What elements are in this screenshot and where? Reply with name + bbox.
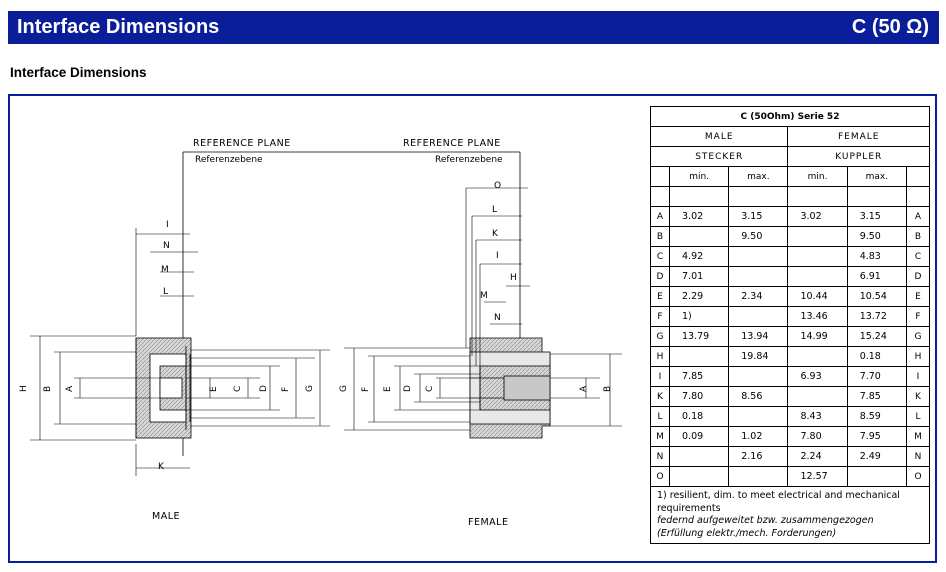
dimension-cell: 19.84 — [729, 347, 788, 367]
dimension-cell: 2.49 — [847, 447, 906, 467]
dimension-cell: 6.91 — [847, 267, 906, 287]
table-title: C (50Ohm) Serie 52 — [651, 107, 930, 127]
table-row — [651, 427, 930, 447]
dimension-cell: 3.15 — [729, 207, 788, 227]
dimension-cell — [847, 467, 906, 487]
dimension-cell: 0.09 — [670, 427, 729, 447]
dimension-cell: 8.59 — [847, 407, 906, 427]
kuppler-header: KUPPLER — [788, 147, 930, 167]
dimension-cell — [729, 367, 788, 387]
dimension-cell: 7.01 — [670, 267, 729, 287]
row-letter-right: K — [907, 387, 930, 407]
row-letter: C — [651, 247, 670, 267]
dimension-cell: 14.99 — [788, 327, 847, 347]
dimension-cell — [670, 467, 729, 487]
footnote-de-1: federnd aufgeweitet bzw. zusammengezogen — [657, 515, 874, 526]
svg-text:O: O — [494, 181, 502, 191]
dimension-cell: 8.43 — [788, 407, 847, 427]
dimension-cell: 2.34 — [729, 287, 788, 307]
row-letter: K — [651, 387, 670, 407]
svg-text:C: C — [233, 385, 243, 392]
svg-text:D: D — [259, 385, 269, 392]
banner-title: Interface Dimensions — [17, 16, 220, 38]
dimension-cell: 15.24 — [847, 327, 906, 347]
dimension-cell: 3.02 — [788, 207, 847, 227]
dimension-cell: 7.85 — [670, 367, 729, 387]
table-row — [651, 467, 930, 487]
row-letter-right: A — [907, 207, 930, 227]
table-row — [651, 307, 930, 327]
male-connector — [136, 338, 191, 438]
table-row — [651, 367, 930, 387]
row-letter: B — [651, 227, 670, 247]
ref-plane-label-1: REFERENCE PLANE — [193, 138, 291, 149]
svg-text:L: L — [492, 205, 498, 215]
dimension-cell — [788, 347, 847, 367]
svg-text:B: B — [43, 385, 53, 392]
dimension-cell: 7.80 — [670, 387, 729, 407]
row-letter: A — [651, 207, 670, 227]
dimension-cell: 1) — [670, 307, 729, 327]
svg-text:K: K — [492, 229, 498, 239]
svg-text:M: M — [161, 265, 169, 275]
dimension-cell: 9.50 — [729, 227, 788, 247]
ref-plane-label-de-1: Referenzebene — [195, 155, 263, 165]
female-caption: FEMALE — [468, 517, 509, 528]
dimension-cell: 12.57 — [788, 467, 847, 487]
banner-connector-type: C (50 Ω) — [851, 16, 929, 38]
dimension-cell: 7.85 — [847, 387, 906, 407]
dimension-cell: 2.16 — [729, 447, 788, 467]
table-row — [651, 267, 930, 287]
row-letter: G — [651, 327, 670, 347]
svg-text:N: N — [494, 313, 501, 323]
female-header: FEMALE — [788, 127, 930, 147]
dimension-table — [650, 106, 930, 544]
dimension-cell: 9.50 — [847, 227, 906, 247]
stecker-header: STECKER — [651, 147, 788, 167]
svg-text:D: D — [403, 385, 413, 392]
svg-text:C: C — [425, 385, 435, 392]
ref-plane-label-de-2: Referenzebene — [435, 155, 503, 165]
table-row — [651, 207, 930, 227]
dimension-cell — [729, 467, 788, 487]
male-max-header: max. — [729, 167, 788, 187]
svg-text:G: G — [339, 385, 349, 392]
row-letter-right: B — [907, 227, 930, 247]
dimension-cell: 13.72 — [847, 307, 906, 327]
dimension-cell: 0.18 — [670, 407, 729, 427]
row-letter-right: N — [907, 447, 930, 467]
table-row — [651, 407, 930, 427]
dimension-cell — [729, 307, 788, 327]
svg-text:N: N — [163, 241, 170, 251]
dimension-cell: 10.44 — [788, 287, 847, 307]
svg-text:G: G — [305, 385, 315, 392]
row-letter-right: C — [907, 247, 930, 267]
dimension-cell: 4.83 — [847, 247, 906, 267]
row-letter: N — [651, 447, 670, 467]
male-min-header: min. — [670, 167, 729, 187]
svg-text:B: B — [603, 385, 613, 392]
dimension-cell — [670, 347, 729, 367]
female-min-header: min. — [788, 167, 847, 187]
dimension-cell: 13.79 — [670, 327, 729, 347]
svg-text:H: H — [510, 273, 517, 283]
dimension-cell — [788, 267, 847, 287]
dimension-cell: 1.02 — [729, 427, 788, 447]
male-caption: MALE — [152, 511, 180, 522]
dimension-cell: 3.15 — [847, 207, 906, 227]
table-row — [651, 447, 930, 467]
row-letter-right: F — [907, 307, 930, 327]
female-max-header: max. — [847, 167, 906, 187]
dimension-cell: 4.92 — [670, 247, 729, 267]
dimension-cell — [729, 267, 788, 287]
table-row — [651, 227, 930, 247]
row-letter: D — [651, 267, 670, 287]
dimension-cell: 2.29 — [670, 287, 729, 307]
dimension-cell — [670, 227, 729, 247]
dimension-cell — [788, 227, 847, 247]
row-letter-right: H — [907, 347, 930, 367]
dimension-cell: 13.94 — [729, 327, 788, 347]
row-letter-right: D — [907, 267, 930, 287]
svg-text:L: L — [163, 287, 169, 297]
footnote-de-2: (Erfüllung elektr./mech. Forderungen) — [657, 527, 837, 539]
dimension-cell: 10.54 — [847, 287, 906, 307]
svg-text:I: I — [496, 251, 499, 261]
dimension-cell: 13.46 — [788, 307, 847, 327]
dimension-cell — [670, 447, 729, 467]
dimension-cell: 0.18 — [847, 347, 906, 367]
svg-text:H: H — [19, 385, 29, 392]
row-letter-right: E — [907, 287, 930, 307]
row-letter: F — [651, 307, 670, 327]
dimension-cell: 7.80 — [788, 427, 847, 447]
dimension-cell: 6.93 — [788, 367, 847, 387]
row-letter: I — [651, 367, 670, 387]
dimension-cell — [729, 247, 788, 267]
footnote-en: 1) resilient, dim. to meet electrical and mechanical requirements — [657, 490, 900, 514]
dimension-cell — [788, 247, 847, 267]
section-title: Interface Dimensions — [10, 65, 147, 80]
svg-text:A: A — [579, 385, 589, 392]
table-row — [651, 287, 930, 307]
title-banner — [8, 11, 939, 44]
row-letter: L — [651, 407, 670, 427]
row-letter: O — [651, 467, 670, 487]
footnote — [651, 487, 930, 544]
table-row — [651, 387, 930, 407]
dimension-cell: 3.02 — [670, 207, 729, 227]
svg-text:M: M — [480, 291, 488, 301]
row-letter-right: M — [907, 427, 930, 447]
dimension-cell — [788, 387, 847, 407]
dimension-cell: 8.56 — [729, 387, 788, 407]
table-row — [651, 327, 930, 347]
svg-text:E: E — [383, 386, 393, 392]
female-connector — [470, 338, 550, 438]
dimension-drawing — [10, 96, 640, 561]
row-letter: M — [651, 427, 670, 447]
table-row — [651, 247, 930, 267]
row-letter: H — [651, 347, 670, 367]
ref-plane-label-2: REFERENCE PLANE — [403, 138, 501, 149]
dimension-cell — [729, 407, 788, 427]
row-letter-right: G — [907, 327, 930, 347]
row-letter: E — [651, 287, 670, 307]
svg-text:I: I — [166, 220, 169, 230]
svg-text:E: E — [209, 386, 219, 392]
svg-text:F: F — [361, 386, 371, 392]
svg-text:F: F — [281, 386, 291, 392]
row-letter-right: L — [907, 407, 930, 427]
dimension-cell: 7.70 — [847, 367, 906, 387]
table-row — [651, 347, 930, 367]
svg-text:A: A — [65, 385, 75, 392]
male-header: MALE — [651, 127, 788, 147]
svg-text:K: K — [158, 462, 164, 472]
dimension-cell: 7.95 — [847, 427, 906, 447]
row-letter-right: O — [907, 467, 930, 487]
dimension-cell: 2.24 — [788, 447, 847, 467]
row-letter-right: I — [907, 367, 930, 387]
